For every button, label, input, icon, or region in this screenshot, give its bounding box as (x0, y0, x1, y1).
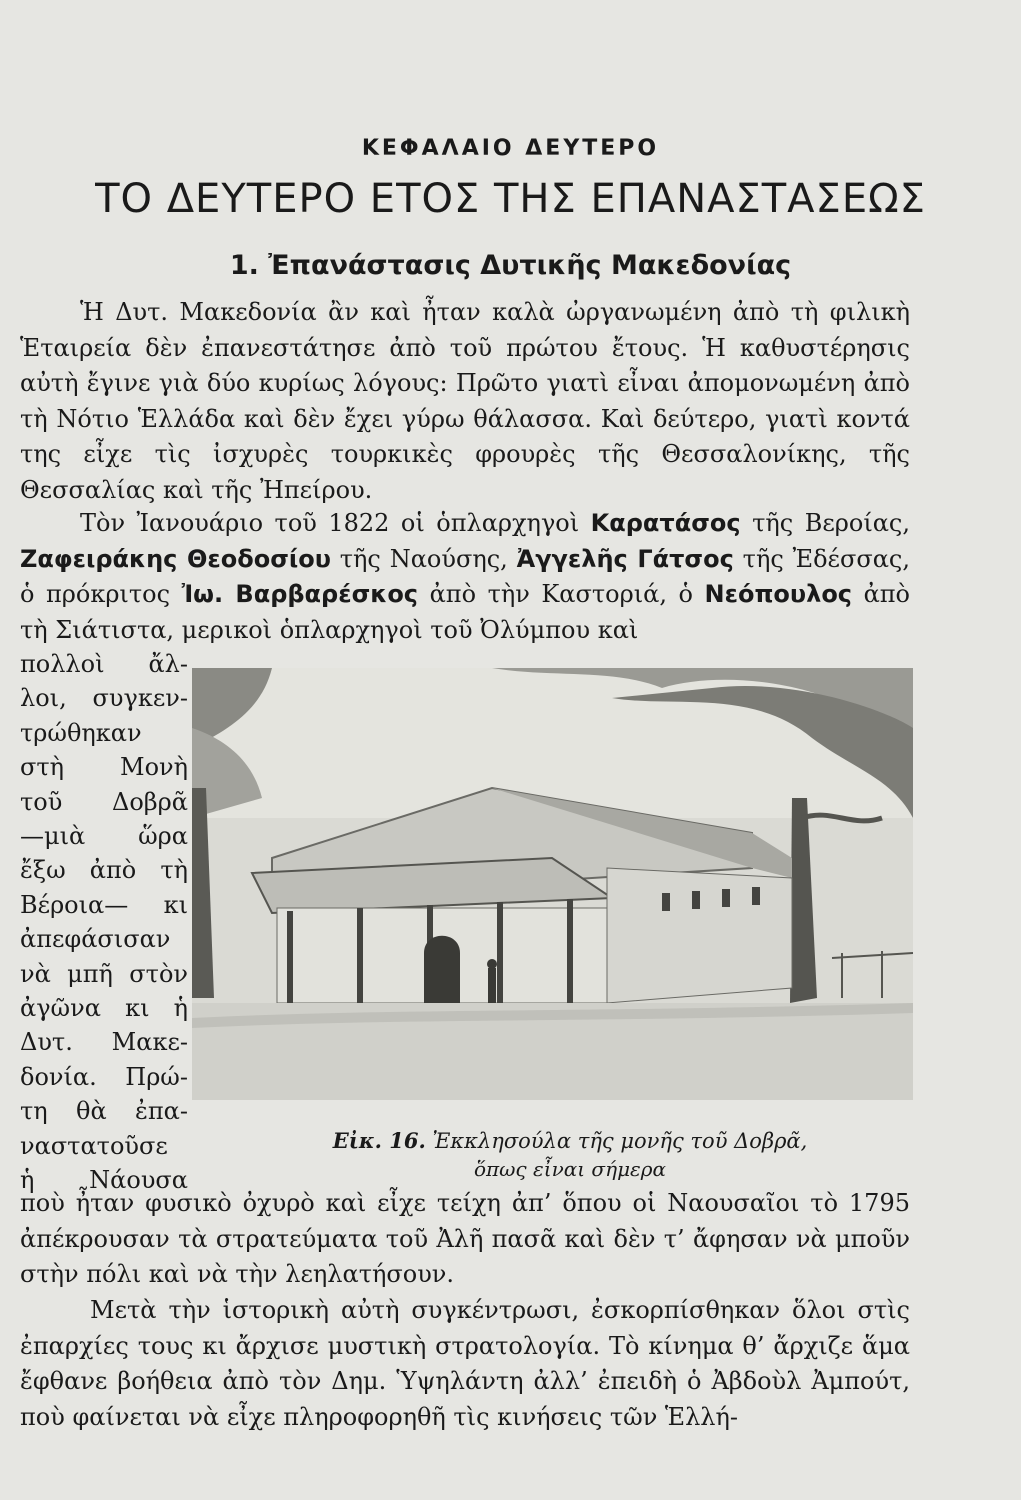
paragraph-3: ποὺ ἦταν φυσικὸ ὀχυρὸ καὶ εἶχε τείχη ἀπ’ ὅπου οἱ Ναουσαῖοι τὸ 1795 ἀπέκρουσαν τὰ στρατεύματα τοῦ Ἀλῆ πασᾶ καὶ δὲν τ’ ἄφησαν νὰ μποῦν στὴν πόλι καὶ νὰ τὴν λεηλατήσουν. (20, 1189, 910, 1288)
p2-text-6: ἀπὸ τὴ Σιάτιστα, μερικοὶ ὁπλαρχηγοὶ τοῦ Ὀλύμπου καὶ (20, 580, 911, 644)
figure-number: Εἰκ. 16. (332, 1128, 426, 1153)
wrapped-line: πολλοὶ ἄλ- (20, 650, 188, 678)
wrapped-line: νὰ μπῆ στὸν (20, 959, 188, 988)
paragraph-4: Μετὰ τὴν ἱστορικὴ αὐτὴ συγκέντρωσι, ἐσκορπίσθηκαν ὅλοι στὶς ἐπαρχίες τους κι ἄρχισε μυστικὴ στρατολογία. Τὸ κίνημα θ’ ἄρχιζε ἅμα ἔφθανε βοήθεια ἀπὸ τὸν Δημ. Ὑψηλάντη ἀλλ’ ἐπειδὴ ὁ Ἀβδοὺλ Ἀμπούτ, ποὺ φαίνεται νὰ εἶχε πληροφορηθῆ τὶς κινήσεις τῶν Ἑλλή- (20, 1296, 910, 1431)
figure-caption-line2: ὅπως εἶναι σήμερα (473, 1157, 667, 1181)
wrapped-text-column (20, 647, 188, 1198)
section-title: 1. Ἐπανάστασις Δυτικῆς Μακεδονίας (229, 250, 792, 281)
wrapped-line: δονία. Πρώ- (20, 1062, 188, 1091)
figure-caption-line1: Ἐκκλησούλα τῆς μονῆς τοῦ Δοβρᾶ, (432, 1129, 808, 1153)
p2-text-5: ἀπὸ τὴν Καστοριά, ὁ (418, 580, 705, 608)
wrapped-line: στὴ Μονὴ (20, 753, 188, 782)
p2-text-3: τῆς Ναούσης, (330, 544, 517, 573)
church-illustration (192, 668, 913, 1100)
figure-caption (230, 1128, 910, 1153)
paragraph-1: Ἡ Δυτ. Μακεδονία ἂν καὶ ἦταν καλὰ ὠργανωμένη ἀπὸ τὴ φιλικὴ Ἑταιρεία δὲν ἐπανεστάτησε ἀπὸ τοῦ πρώτου ἔτους. Ἡ καθυστέρησις αὐτὴ ἔγινε γιὰ δύο κυρίως λόγους: Πρῶτο γιατὶ εἶναι ἀπομονωμένη ἀπὸ τὴ Νότιο Ἑλλάδα καὶ δὲν ἔχει γύρω θάλασσα. Καὶ δεύτερο, γιατὶ κοντά της εἶχε τὶς ἰσχυρὲς τουρκικὲς φρουρὲς τῆς Θεσσαλονίκης, τῆς Θεσσαλίας καὶ τῆς Ἠπείρου. (20, 298, 910, 504)
wrapped-line: —μιὰ ὥρα (20, 822, 188, 851)
wrapped-line: ἀπεφάσισαν (20, 925, 171, 954)
wrapped-line: ἡ Νάουσα (20, 1166, 188, 1195)
wrapped-line: τοῦ Δοβρᾶ (20, 787, 188, 816)
wrapped-line: τη θὰ ἐπα- (20, 1097, 188, 1126)
wrapped-line: λοι, συγκεν- (20, 684, 188, 713)
wrapped-line: Δυτ. Μακε- (20, 1028, 188, 1057)
p2-text-4: τῆς Ἐδέσσας, ὁ πρόκριτος (20, 544, 910, 608)
wrapped-line: ναστατοῦσε (20, 1131, 168, 1160)
wrapped-line: ἀγῶνα κι ἡ (20, 994, 188, 1023)
name-neopoulos: Νεόπουλος (704, 580, 853, 608)
name-varvareskos: Ἰω. Βαρβαρέσκος (181, 580, 419, 608)
chapter-label: ΚΕΦΑΛΑΙΟ ΔΕΥΤΕΡΟ (361, 136, 660, 161)
chapter-title: ΤΟ ΔΕΥΤΕΡΟ ΕΤΟΣ ΤΗΣ ΕΠΑΝΑΣΤΑΣΕΩΣ (95, 176, 926, 222)
name-karatasos: Καρατάσος (590, 509, 741, 537)
p2-text-2: τῆς Βεροίας, (740, 509, 911, 537)
wrapped-line: Βέροια— κι (20, 890, 188, 919)
name-zafeirakis: Ζαφειράκης Θεοδοσίου (20, 544, 331, 573)
p2-text-1: Τὸν Ἰανουάριο τοῦ 1822 οἱ ὁπλαρχηγοὶ (80, 509, 591, 537)
name-gatsos: Ἀγγελῆς Γάτσος (516, 544, 734, 573)
wrapped-line: ἔξω ἀπὸ τὴ (20, 856, 188, 885)
paragraph-2 (20, 506, 910, 648)
wrapped-line: τρώθηκαν (20, 718, 142, 747)
